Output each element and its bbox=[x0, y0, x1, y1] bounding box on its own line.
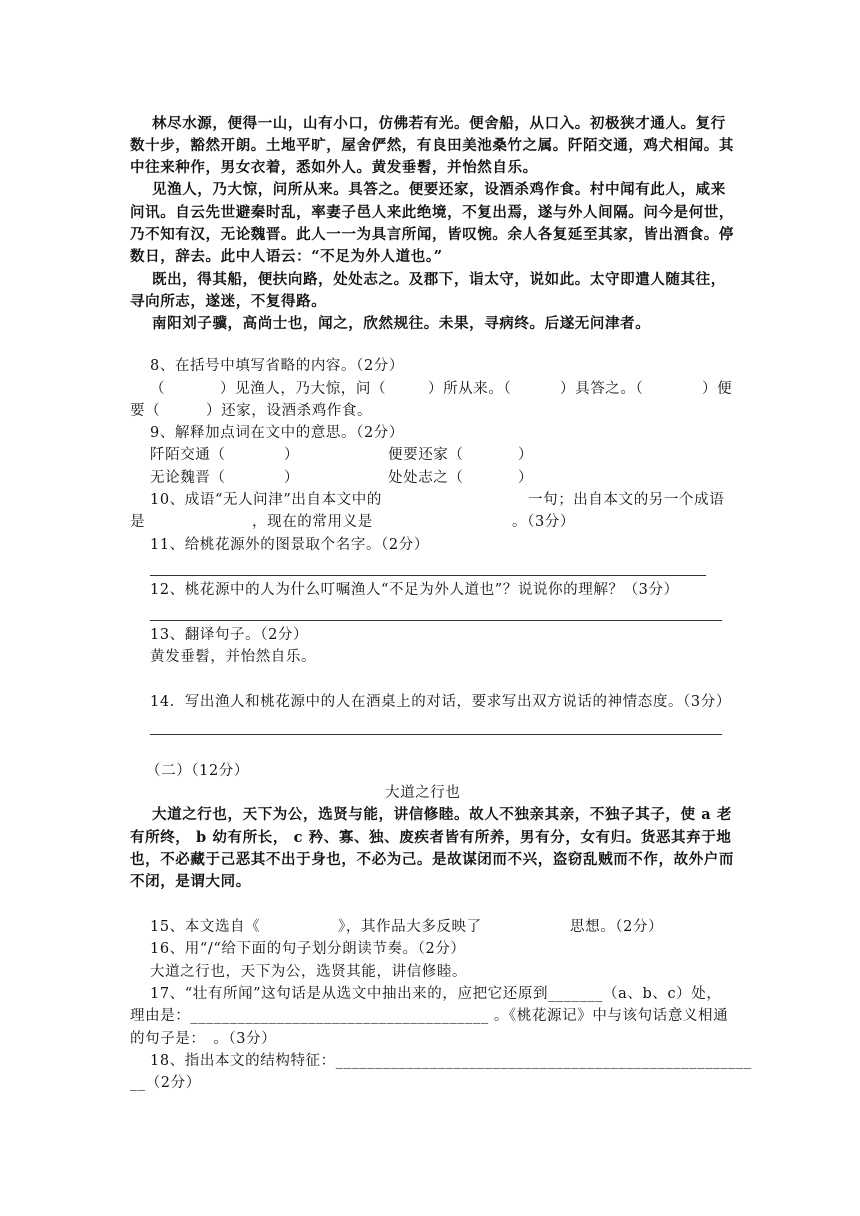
passage-line: 南阳刘子骥，高尚士也，闻之，欣然规往。未果，寻病终。后遂无问津者。 bbox=[152, 315, 651, 332]
q8-text: ）具答之。（ bbox=[560, 381, 644, 397]
q9-item: 处处志之（ bbox=[388, 470, 464, 486]
q9-item: 阡陌交通（ bbox=[150, 447, 226, 463]
q8-text: 要（ bbox=[130, 403, 161, 419]
question-16-sentence: 大道之行也，天下为公，选贤其能，讲信修睦。 bbox=[150, 964, 468, 980]
answer-line bbox=[150, 620, 722, 621]
question-8-title: 8、在括号中填写省略的内容。（2分） bbox=[150, 358, 404, 374]
question-18-line-1: 18、指出本文的结构特征：_____________________________________________________ bbox=[150, 1053, 752, 1069]
q15-text: 思想。（2分） bbox=[570, 919, 664, 935]
passage-line: 寻向所志，遂迷，不复得路。 bbox=[130, 293, 327, 310]
passage-line: 大道之行也，天下为公，选贤与能，讲信修睦。故人不独亲其亲，不独子其子，使 a 老 bbox=[152, 806, 732, 823]
question-18-line-2: __（2分） bbox=[130, 1075, 201, 1091]
passage-line: 既出，得其船，便扶向路，处处志之。及郡下，诣太守，说如此。太守即遣人随其往， bbox=[152, 271, 726, 288]
passage-line: 数日，辞去。此中人语云：“不足为外人道也。” bbox=[130, 248, 443, 265]
q8-text: ）所从来。（ bbox=[428, 381, 512, 397]
q15-text: 15、本文选自《 bbox=[150, 919, 261, 935]
q8-text: ）见渔人，乃大惊，问（ bbox=[220, 381, 387, 397]
section-2-heading: （二）（12分） bbox=[146, 763, 250, 779]
passage-line: 问讯。自云先世避秦时乱，率妻子邑人来此绝境，不复出焉，遂与外人间隔。问今是何世， bbox=[130, 204, 734, 221]
question-12: 12、桃花源中的人为什么叮嘱渔人“不足为外人道也”？说说你的理解？（3分） bbox=[150, 582, 679, 598]
passage-line: 数十步，豁然开朗。土地平旷，屋舍俨然，有良田美池桑竹之属。阡陌交通，鸡犬相闻。其 bbox=[130, 137, 734, 154]
q9-item: 便要还家（ bbox=[388, 447, 464, 463]
q8-text: ）还家，设酒杀鸡作食。 bbox=[206, 403, 373, 419]
q9-item-close: ） bbox=[518, 470, 534, 486]
passage-line: 林尽水源，便得一山，山有小口，仿佛若有光。便舍船，从口入。初极狭才通人。复行 bbox=[152, 115, 726, 132]
passage-line: 不闭，是谓大同。 bbox=[130, 873, 251, 890]
q9-item-close: ） bbox=[518, 447, 534, 463]
q8-text: ）便 bbox=[702, 381, 733, 397]
question-14: 14．写出渔人和桃花源中的人在酒桌上的对话，要求写出双方说话的神情态度。（3分） bbox=[150, 694, 731, 710]
q8-blank-open: （ bbox=[150, 381, 166, 397]
answer-line bbox=[150, 575, 706, 576]
passage-line: 有所终， b 幼有所长， c 矜、寡、独、废疾者皆有所养，男有分，女有归。货恶其弃于地 bbox=[130, 829, 732, 846]
q9-item-close: ） bbox=[284, 447, 300, 463]
passage-line: 见渔人，乃大惊，问所从来。具答之。便要还家，设酒杀鸡作食。村中闻有此人，咸来 bbox=[152, 181, 726, 198]
section-2-title: 大道之行也 bbox=[385, 785, 461, 801]
q10-text: 是 bbox=[130, 514, 146, 530]
q15-text: 》，其作品大多反映了 bbox=[338, 919, 482, 935]
question-9-title: 9、解释加点词在文中的意思。（2分） bbox=[150, 425, 404, 441]
passage-line: 乃不知有汉，无论魏晋。此人一一为具言所闻，皆叹惋。余人各复延至其家，皆出酒食。停 bbox=[130, 226, 734, 243]
question-13-sentence: 黄发垂髫，并怡然自乐。 bbox=[150, 649, 317, 665]
q10-text: 一句；出自本文的另一个成语 bbox=[528, 492, 725, 508]
question-11: 11、给桃花源外的图景取个名字。（2分） bbox=[150, 537, 429, 553]
passage-line: 中往来种作，男女衣着，悉如外人。黄发垂髫，并怡然自乐。 bbox=[130, 159, 538, 176]
q10-text: ，现在的常用义是 bbox=[252, 514, 373, 530]
question-17-line-2: 理由是：______________________________________ 。《桃花源记》中与该句话意义相通 bbox=[130, 1008, 729, 1024]
q10-text: 10、成语“无人问津”出自本文中的 bbox=[150, 492, 382, 508]
question-13: 13、翻译句子。（2分） bbox=[150, 627, 309, 643]
q9-item-close: ） bbox=[284, 470, 300, 486]
question-17-line-3: 的句子是： 。（3分） bbox=[130, 1031, 277, 1047]
q9-item: 无论魏晋（ bbox=[150, 470, 226, 486]
question-17-line-1: 17、“壮有所闻”这句话是从选文中抽出来的，应把它还原到_______（a、b、c）处， bbox=[150, 986, 722, 1002]
answer-line bbox=[150, 734, 722, 735]
question-16: 16、用“/“给下面的句子划分朗读节奏。（2分） bbox=[150, 941, 466, 957]
q10-text: 。（3分） bbox=[512, 514, 575, 530]
passage-line: 也，不必藏于己恶其不出于身也，不必为己。是故谋闭而不兴，盗窃乱贼而不作，故外户而 bbox=[130, 851, 734, 868]
